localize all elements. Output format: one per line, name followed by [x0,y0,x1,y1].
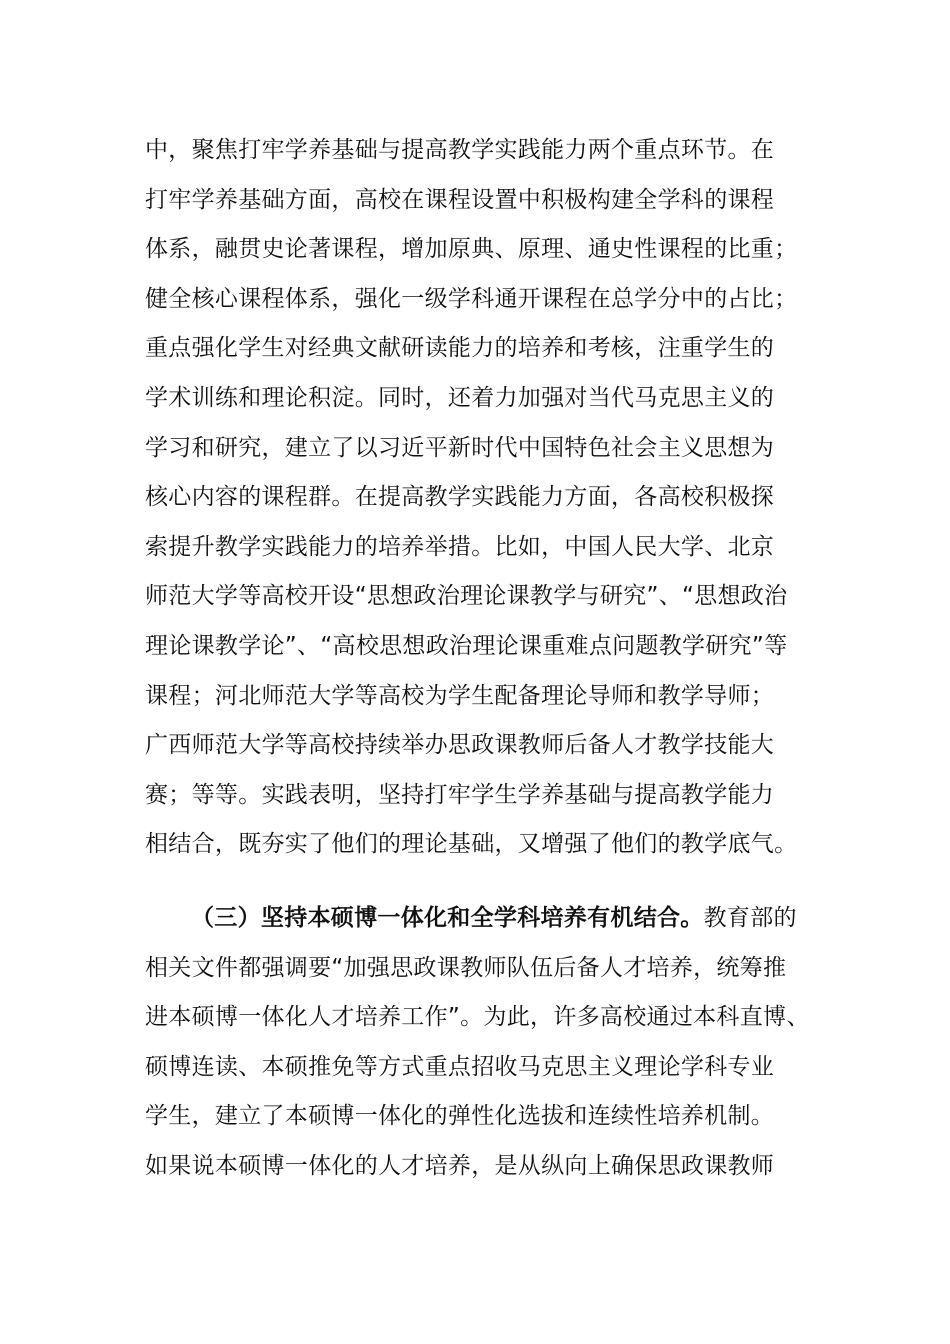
text-line: 体系，融贯史论著课程，增加原典、原理、通史性课程的比重； [145,236,798,263]
paragraph-2-first-line [145,894,825,944]
text-line: 学生，建立了本硕博一体化的弹性化选拔和连续性培养机制。 [145,1103,775,1130]
text-line: 健全核心课程体系，强化一级学科通开课程在总学分中的占比； [145,285,798,312]
text-line: 相结合，既夯实了他们的理论基础，又增强了他们的教学底气。 [145,831,798,858]
section-heading: （三）坚持本硕博一体化和全学科培养有机结合。 [191,905,704,931]
text-line: 打牢学养基础方面，高校在课程设置中积极构建全学科的课程 [145,186,775,213]
text-line: 学术训练和理论积淀。同时，还着力加强对当代马克思主义的 [145,384,775,411]
text-line: 进本硕博一体化人才培养工作”。为此，许多高校通过本科直博、 [145,1004,810,1031]
text-line: 相关文件都强调要“加强思政课教师队伍后备人才培养，统筹推 [145,954,787,981]
paragraph-1 [145,126,825,870]
text-line: 核心内容的课程群。在提高教学实践能力方面，各高校积极探 [145,484,775,511]
text-line: 学习和研究，建立了以习近平新时代中国特色社会主义思想为 [145,434,775,461]
text-fragment: 教育部的 [703,905,797,931]
paragraph-2 [145,894,825,1192]
text-line: 重点强化学生对经典文献研读能力的培养和考核，注重学生的 [145,335,775,362]
text-line: 中，聚焦打牢学养基础与提高教学实践能力两个重点环节。在 [145,137,775,163]
text-line: 赛；等等。实践表明，坚持打牢学生学养基础与提高教学能力 [145,781,775,808]
text-line: 如果说本硕博一体化的人才培养，是从纵向上确保思政课教师 [145,1152,775,1179]
text-line: 索提升教学实践能力的培养举措。比如，中国人民大学、北京 [145,533,775,560]
text-line: 广西师范大学等高校持续举办思政课教师后备人才教学技能大 [145,732,775,759]
text-line: 硕博连读、本硕推免等方式重点招收马克思主义理论学科专业 [145,1053,775,1080]
text-line: 课程；河北师范大学等高校为学生配备理论导师和教学导师； [145,682,775,709]
text-line: 理论课教学论”、“高校思想政治理论课重难点问题教学研究”等 [145,632,788,659]
text-line: 师范大学等高校开设“思想政治理论课教学与研究”、“思想政治 [145,583,788,610]
